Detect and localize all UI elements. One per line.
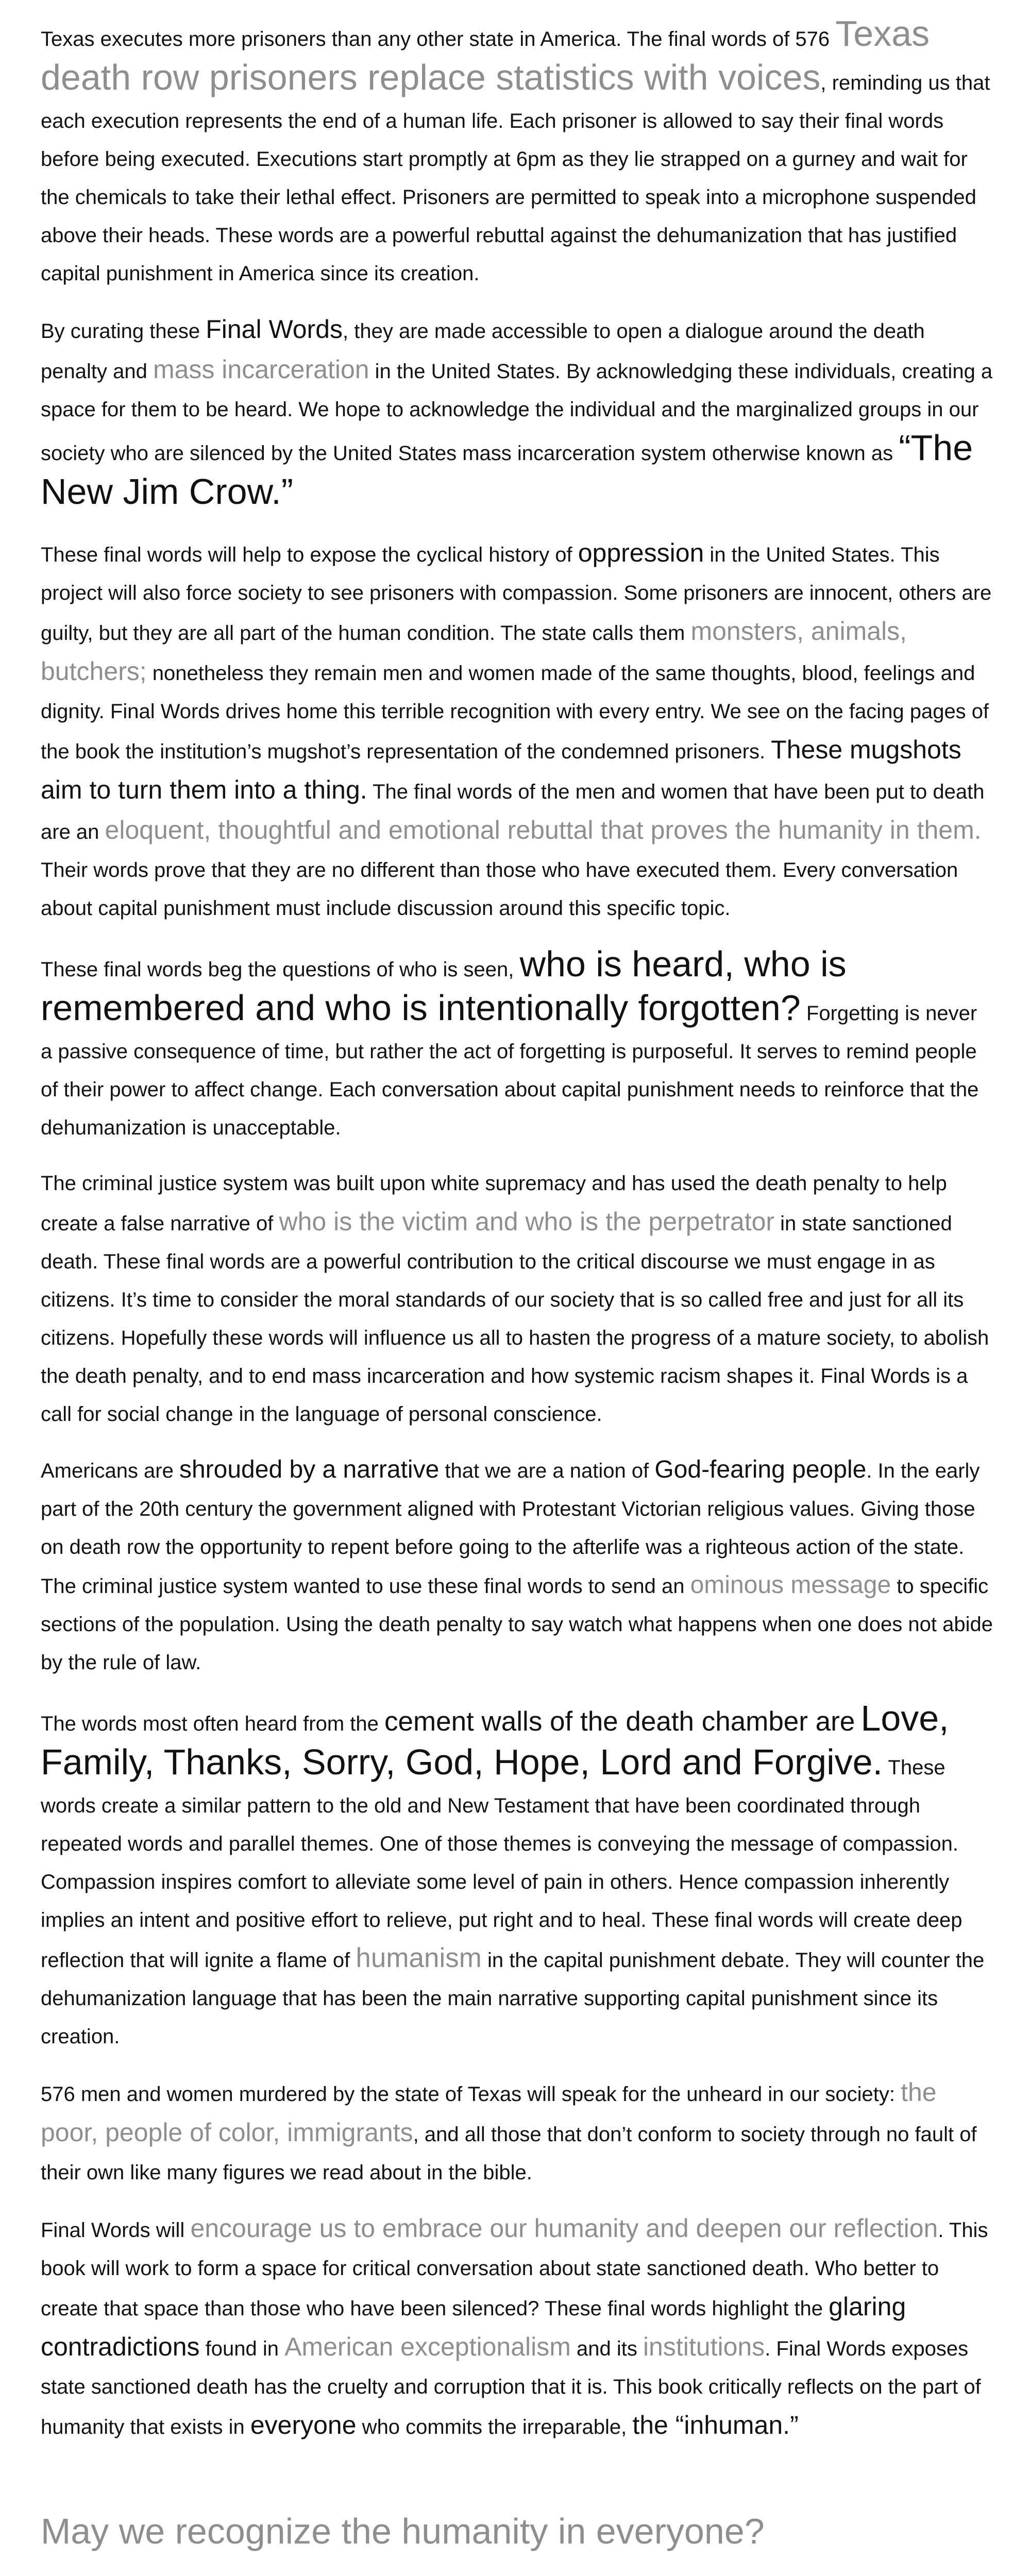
- paragraph-narrative: [41, 1451, 994, 1682]
- text-run: Americans are: [41, 1460, 179, 1482]
- text-run: 576 men and women murdered by the state of Texas will speak for the unheard in our society:: [41, 2083, 901, 2106]
- text-run: nonetheless they remain men and women made of the same thoughts, blood, feelings and dignity. Final Words drives home this terrible recognition with every entry. We see on the facing pages of the book the institution’s mugshot’s representation of the condemned prisoners.: [41, 662, 989, 763]
- paragraph-curating: [41, 310, 994, 516]
- highlight-phrase: cement walls of the death chamber are: [384, 1706, 855, 1737]
- text-run: in state sanctioned death. These final words are a powerful contribution to the critical discourse we must engage in as citizens. It’s time to consider the moral standards of our society that is so called free and just for all its citizens. Hopefully these words will influence us all to hasten the progress of a mature society, to abolish the death penalty, and to end mass incarceration and how systemic racism shapes it. Final Words is a call for social change in the language of personal conscience.: [41, 1212, 989, 1426]
- highlight-phrase: Texas death row prisoners replace statistics with voices: [41, 13, 930, 97]
- highlight-phrase: humanism: [356, 1943, 482, 1973]
- closing-question: May we recognize the humanity in everyone?: [41, 2511, 765, 2551]
- highlight-phrase: the poor, people of color, immigrants: [41, 2078, 937, 2147]
- paragraph-questions: [41, 945, 994, 1147]
- paragraph-intro: [41, 14, 994, 293]
- text-run: in the capital punishment debate. They will counter the dehumanization language that has been the main narrative supporting capital punishment since its creation.: [41, 1949, 985, 2048]
- highlight-phrase: Love, Family, Thanks, Sorry, God, Hope, Lord and Forgive.: [41, 1698, 949, 1782]
- article: [41, 14, 994, 2554]
- text-run: Final Words will: [41, 2219, 191, 2242]
- highlight-phrase: Final Words: [206, 315, 343, 344]
- highlight-phrase: oppression: [578, 538, 704, 567]
- highlight-phrase: glaring contradictions: [41, 2292, 906, 2361]
- text-run: The criminal justice system was built upon white supremacy and has used the death penalty to help create a false narrative of: [41, 1172, 947, 1235]
- paragraph-oppression: [41, 534, 994, 927]
- text-run: and its: [570, 2337, 643, 2360]
- highlight-phrase: shrouded by a narrative: [179, 1456, 440, 1483]
- text-run: who commits the irreparable,: [356, 2416, 633, 2438]
- highlight-phrase: everyone: [250, 2411, 357, 2439]
- highlight-phrase: These mugshots aim to turn them into a thing.: [41, 735, 961, 804]
- highlight-phrase: monsters, animals, butchers;: [41, 617, 907, 686]
- text-run: that we are a nation of: [439, 1460, 655, 1482]
- text-run: These final words will help to expose the cyclical history of: [41, 544, 578, 566]
- highlight-phrase: “The New Jim Crow.”: [41, 428, 973, 512]
- text-run: . In the early part of the 20th century the government aligned with Protestant Victorian religious values. Giving those on death row the opportunity to repent before going to the afterlife was a righteous action of the state. The criminal justice system wanted to use these final words to send an: [41, 1460, 980, 1598]
- highlight-phrase: American exceptionalism: [284, 2332, 571, 2361]
- text-run: Forgetting is never a passive consequence of time, but rather the act of forgetting is purposeful. It serves to remind people of their power to affect change. Each conversation about capital punishment needs to reinforce that the dehumanization is unacceptable.: [41, 1002, 979, 1139]
- highlight-phrase: who is heard, who is remembered and who is intentionally forgotten?: [41, 944, 847, 1028]
- text-run: found in: [199, 2337, 285, 2360]
- text-run: , reminding us that each execution represents the end of a human life. Each prisoner is allowed to say their final words before being executed. Executions start promptly at 6pm as they lie strapped on a gurney and wait for the chemicals to take their lethal effect. Prisoners are permitted to speak into a microphone suspended above their heads. These words are a powerful rebuttal against the dehumanization that has justified capital punishment in America since its creation.: [41, 72, 990, 285]
- text-run: [855, 1713, 860, 1735]
- text-run: These final words beg the questions of who is seen,: [41, 958, 520, 981]
- text-run: in the United States. By acknowledging these individuals, creating a space for them to be heard. We hope to acknowledge the individual and the marginalized groups in our society who are silenced by the United States mass incarceration system otherwise known as: [41, 360, 993, 465]
- paragraph-final-words: [41, 2209, 994, 2446]
- highlight-phrase: God-fearing people: [654, 1456, 867, 1483]
- paragraph-justice-system: [41, 1164, 994, 1433]
- highlight-phrase: eloquent, thoughtful and emotional rebuttal that proves the humanity in them.: [105, 816, 982, 844]
- text-run: These words create a similar pattern to the old and New Testament that have been coordinated through repeated words and parallel themes. One of those themes is conveying the message of compassion. Compassion inspires comfort to alleviate some level of pain in others. Hence compassion inherently implies an intent and positive effort to relieve, put right and to heal. These final words will create deep reflection that will ignite a flame of: [41, 1756, 963, 1972]
- highlight-phrase: who is the victim and who is the perpetrator: [279, 1207, 775, 1236]
- highlight-phrase: institutions: [643, 2332, 765, 2361]
- text-run: The words most often heard from the: [41, 1713, 384, 1735]
- highlight-phrase: ominous message: [690, 1571, 891, 1599]
- highlight-phrase: the “inhuman.”: [632, 2411, 799, 2439]
- text-run: . Final Words exposes state sanctioned death has the cruelty and corruption that it is. This book critically reflects on the part of humanity that exists in: [41, 2337, 981, 2438]
- paragraph-death-chamber: [41, 1699, 994, 2056]
- text-run: Texas executes more prisoners than any other state in America. The final words of 576: [41, 28, 836, 50]
- text-run: , they are made accessible to open a dialogue around the death penalty and: [41, 320, 925, 383]
- text-run: . This book will work to form a space for critical conversation about state sanctioned death. Who better to create that space than those who have been silenced? These final words highlight the: [41, 2219, 988, 2320]
- text-run: The final words of the men and women that have been put to death are an: [41, 781, 985, 843]
- highlight-phrase: encourage us to embrace our humanity and deepen our reflection: [190, 2214, 938, 2243]
- paragraph-unheard: [41, 2073, 994, 2192]
- text-run: , and all those that don’t conform to society through no fault of their own like many figures we read about in the bible.: [41, 2123, 977, 2184]
- text-run: in the United States. This project will also force society to see prisoners with compassion. Some prisoners are innocent, others are guilty, but they are all part of the human condition. The state calls them: [41, 544, 992, 645]
- text-run: to specific sections of the population. Using the death penalty to say watch what happens when one does not abide by the rule of law.: [41, 1575, 993, 1674]
- text-run: Their words prove that they are no different than those who have executed them. Every conversation about capital punishment must include discussion around this specific topic.: [41, 859, 958, 920]
- text-run: By curating these: [41, 320, 206, 343]
- highlight-phrase: mass incarceration: [153, 355, 369, 384]
